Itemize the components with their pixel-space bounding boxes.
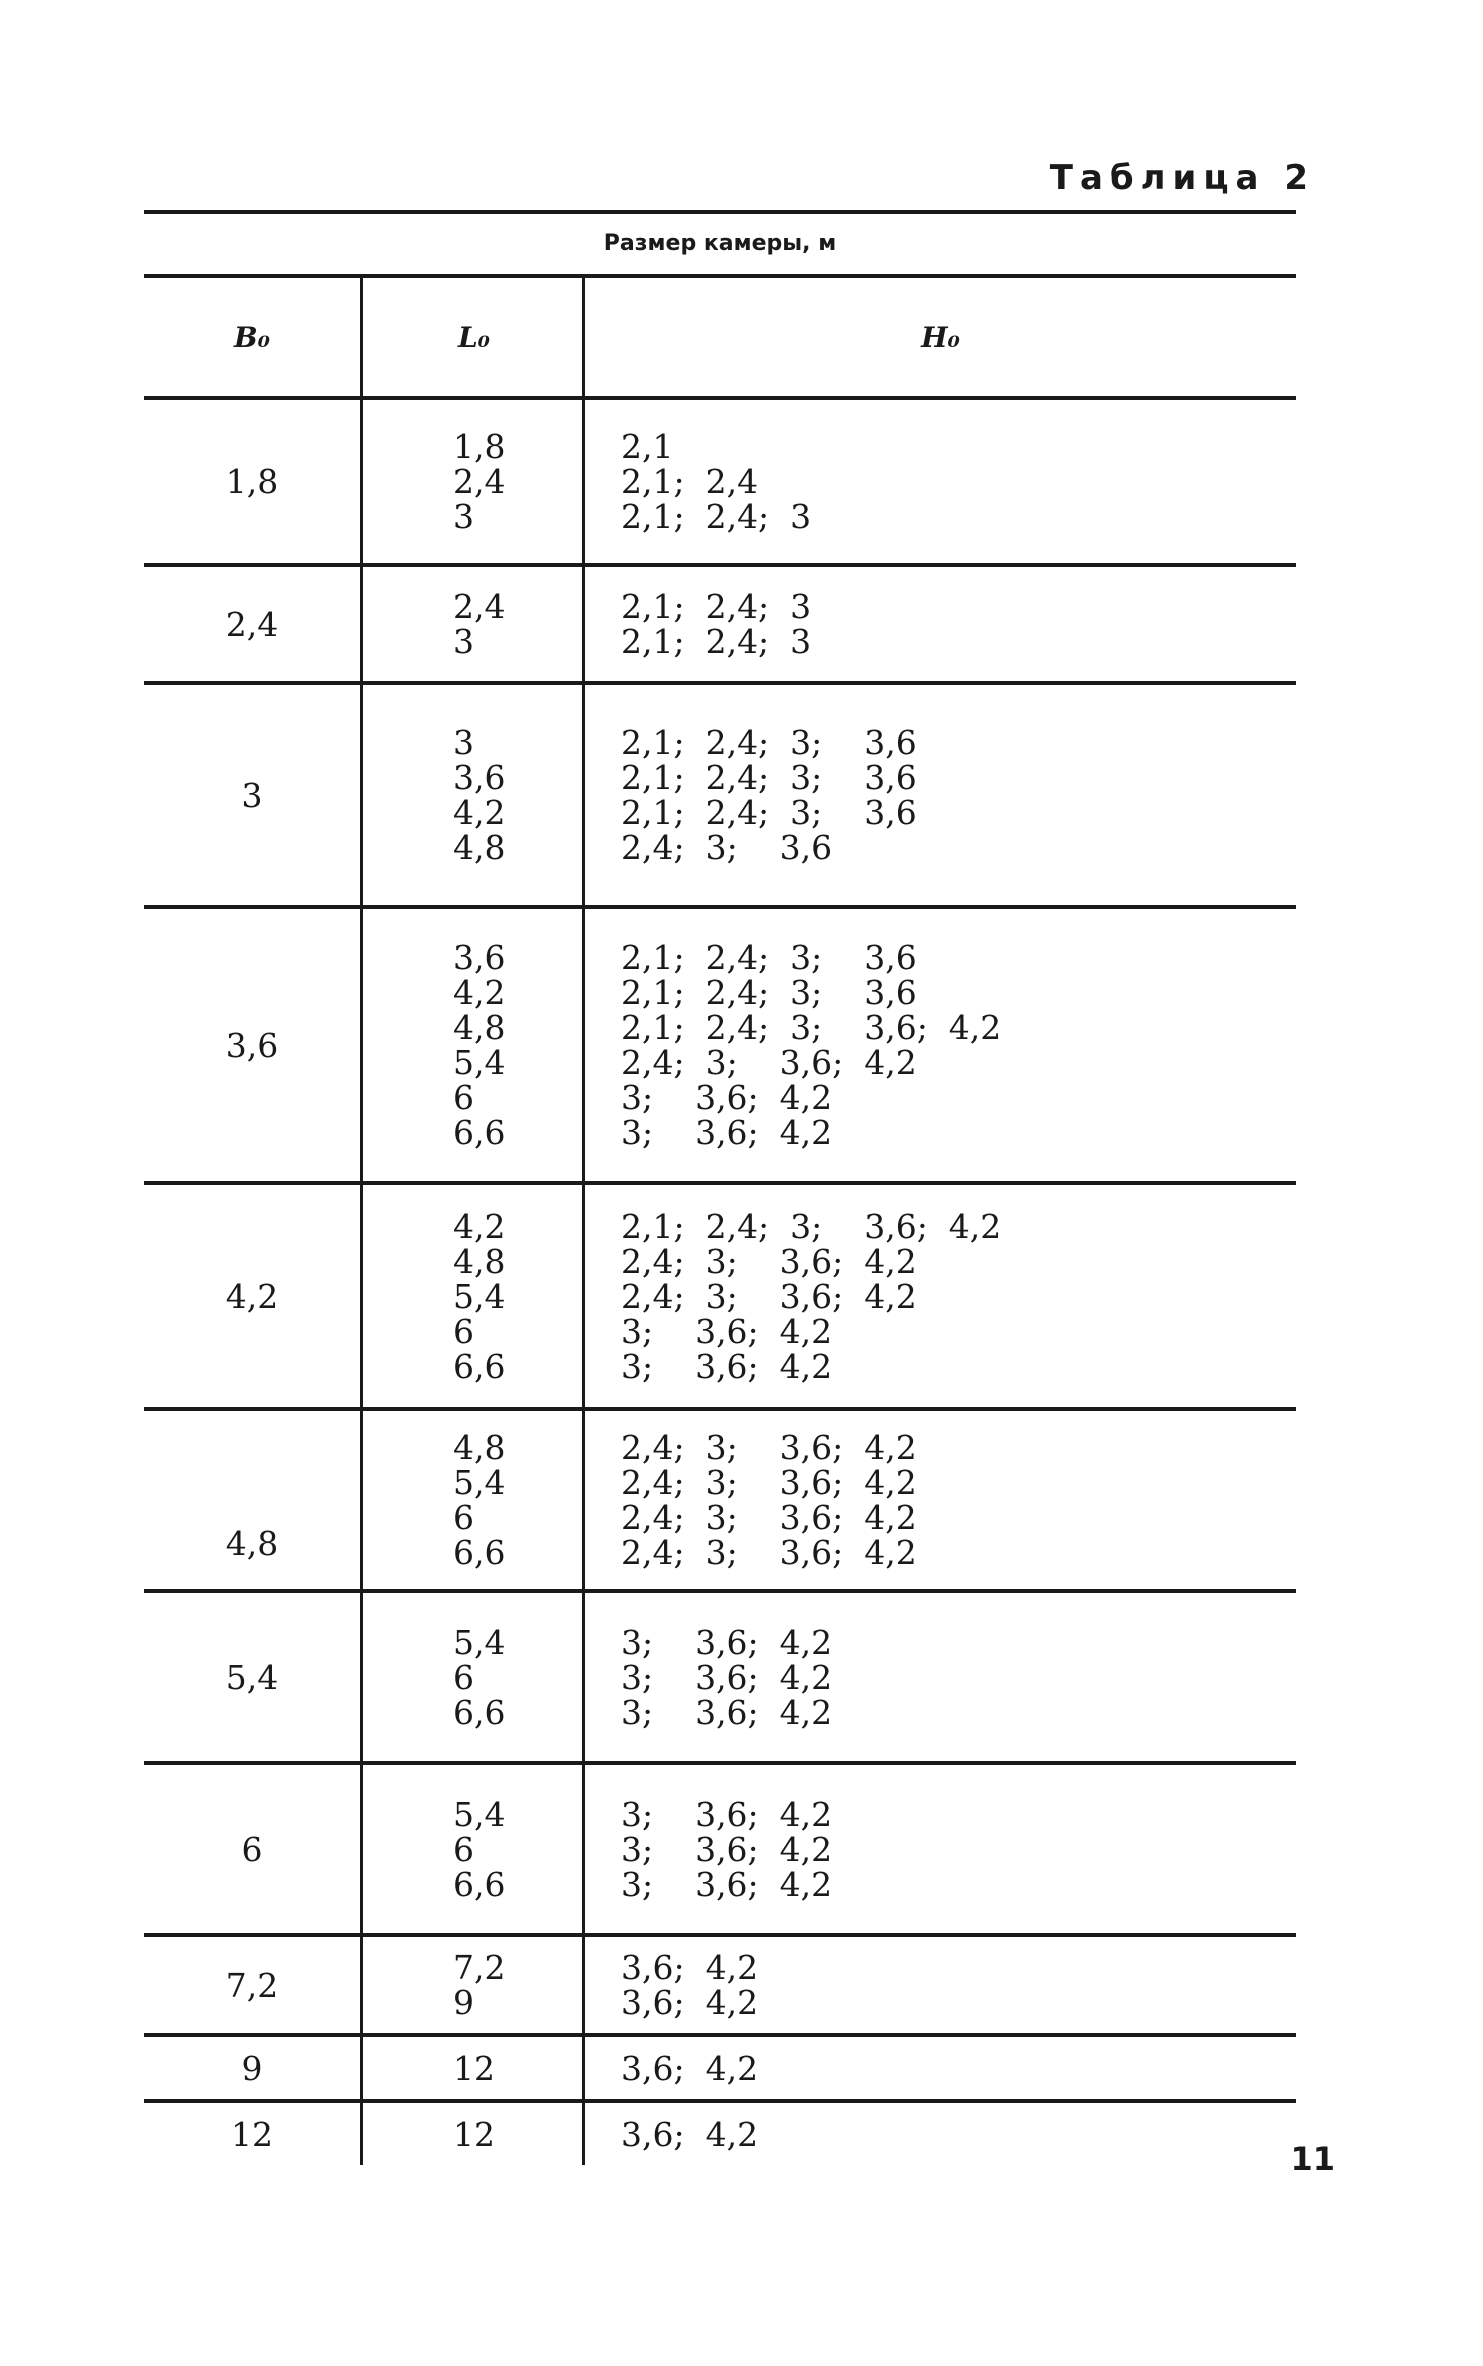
h-value: 2,1; 2,4; 3; 3,6 <box>621 758 917 797</box>
b-value: 1,8 <box>225 462 279 501</box>
l-value: 9 <box>453 1983 474 2022</box>
b-value: 7,2 <box>225 1965 279 2005</box>
camera-size-table <box>144 210 1296 2165</box>
h-value: 3; 3,6; 4,2 <box>621 1829 833 1869</box>
l-value: 5,4 <box>453 1794 506 1834</box>
l-value: 4,2 <box>453 793 506 832</box>
l-values <box>360 1411 582 1589</box>
h-values <box>582 1185 1296 1407</box>
table-row <box>144 1937 1296 2037</box>
l-value: 6 <box>453 1311 474 1351</box>
table-title: Таблица 2 <box>1049 158 1315 198</box>
l-value: 2,4 <box>453 462 506 501</box>
l-values <box>360 909 582 1181</box>
l-value: 1,8 <box>453 427 506 466</box>
l-value: 4,2 <box>453 1206 506 1246</box>
h-value: 2,1; 2,4; 3; 3,6 <box>621 973 917 1012</box>
b-value: 6 <box>241 1829 263 1869</box>
l-values <box>360 1185 582 1407</box>
h-values <box>582 909 1296 1181</box>
l-value: 2,4 <box>453 587 506 626</box>
h-values <box>582 1411 1296 1589</box>
table-row <box>144 909 1296 1185</box>
h-value: 2,4; 3; 3,6; 4,2 <box>621 1533 917 1572</box>
h-value: 2,4; 3; 3,6; 4,2 <box>621 1043 917 1082</box>
b-value: 5,4 <box>225 1657 279 1697</box>
l-value: 4,2 <box>453 973 506 1012</box>
h-value: 2,1; 2,4 <box>621 462 759 501</box>
header-b: B₀ <box>234 320 270 354</box>
h-value: 2,1; 2,4; 3 <box>621 587 812 626</box>
h-value: 2,1 <box>621 427 674 466</box>
h-value: 3; 3,6; 4,2 <box>621 1113 833 1152</box>
l-value: 3,6 <box>453 938 506 977</box>
h-value: 3; 3,6; 4,2 <box>621 1657 833 1697</box>
h-values <box>582 685 1296 905</box>
b-value: 3,6 <box>225 1025 279 1065</box>
b-value: 4,2 <box>225 1276 279 1316</box>
l-value: 3 <box>453 723 474 762</box>
h-values <box>582 567 1296 681</box>
l-value: 6,6 <box>453 1864 506 1904</box>
l-value: 5,4 <box>453 1622 506 1662</box>
h-value: 2,1; 2,4; 3; 3,6 <box>621 793 917 832</box>
l-value: 6,6 <box>453 1692 506 1732</box>
h-value: 2,4; 3; 3,6; 4,2 <box>621 1463 917 1502</box>
h-value: 3; 3,6; 4,2 <box>621 1346 833 1386</box>
h-value: 3; 3,6; 4,2 <box>621 1078 833 1117</box>
table-row <box>144 400 1296 567</box>
l-value: 3,6 <box>453 758 506 797</box>
header-l: L₀ <box>360 278 582 396</box>
l-value: 6,6 <box>453 1346 506 1386</box>
table-row <box>144 1593 1296 1765</box>
b-value: 9 <box>241 2048 263 2088</box>
header-h: H₀ <box>582 278 1296 396</box>
table-row <box>144 1185 1296 1411</box>
h-value: 3; 3,6; 4,2 <box>621 1692 833 1732</box>
h-value: 2,4; 3; 3,6; 4,2 <box>621 1498 917 1537</box>
table-caption: Размер камеры, м <box>144 214 1296 278</box>
h-value: 3,6; 4,2 <box>621 2048 759 2088</box>
l-value: 4,8 <box>453 1241 506 1281</box>
l-value: 6 <box>453 1078 474 1117</box>
h-value: 2,4; 3; 3,6 <box>621 828 833 867</box>
b-value: 4,8 <box>225 1524 279 1563</box>
h-value: 2,4; 3; 3,6; 4,2 <box>621 1276 917 1316</box>
h-values <box>582 1765 1296 1933</box>
l-value: 3 <box>453 622 474 661</box>
h-values <box>582 2037 1296 2099</box>
l-value: 7,2 <box>453 1948 506 1987</box>
h-value: 2,4; 3; 3,6; 4,2 <box>621 1428 917 1467</box>
table-header-row <box>144 278 1296 400</box>
l-values <box>360 567 582 681</box>
l-value: 6,6 <box>453 1113 506 1152</box>
h-value: 2,1; 2,4; 3 <box>621 497 812 536</box>
l-value: 4,8 <box>453 828 506 867</box>
l-values <box>360 1937 582 2033</box>
l-value: 6,6 <box>453 1533 506 1572</box>
table-row <box>144 685 1296 909</box>
h-value: 2,4; 3; 3,6; 4,2 <box>621 1241 917 1281</box>
l-value: 4,8 <box>453 1428 506 1467</box>
b-value: 2,4 <box>225 604 279 644</box>
h-value: 3,6; 4,2 <box>621 2114 759 2154</box>
h-value: 3,6; 4,2 <box>621 1983 759 2022</box>
b-value: 3 <box>241 775 263 815</box>
l-value: 5,4 <box>453 1043 506 1082</box>
h-values <box>582 1937 1296 2033</box>
b-value: 12 <box>231 2114 273 2154</box>
l-value: 12 <box>453 2114 495 2154</box>
table-row <box>144 1765 1296 1937</box>
h-value: 2,1; 2,4; 3; 3,6; 4,2 <box>621 1008 1002 1047</box>
h-value: 2,1; 2,4; 3 <box>621 622 812 661</box>
h-value: 3; 3,6; 4,2 <box>621 1864 833 1904</box>
l-value: 6 <box>453 1498 474 1537</box>
h-value: 2,1; 2,4; 3; 3,6 <box>621 938 917 977</box>
table-row <box>144 567 1296 685</box>
l-values <box>360 2103 582 2165</box>
h-value: 3; 3,6; 4,2 <box>621 1311 833 1351</box>
l-value: 5,4 <box>453 1276 506 1316</box>
h-values <box>582 2103 1296 2165</box>
h-value: 2,1; 2,4; 3; 3,6 <box>621 723 917 762</box>
l-values <box>360 2037 582 2099</box>
l-value: 6 <box>453 1657 474 1697</box>
l-value: 4,8 <box>453 1008 506 1047</box>
h-value: 3; 3,6; 4,2 <box>621 1622 833 1662</box>
table-row <box>144 1411 1296 1593</box>
l-values <box>360 685 582 905</box>
l-value: 6 <box>453 1829 474 1869</box>
l-values <box>360 1765 582 1933</box>
h-value: 3,6; 4,2 <box>621 1948 759 1987</box>
h-value: 3; 3,6; 4,2 <box>621 1794 833 1834</box>
l-value: 5,4 <box>453 1463 506 1502</box>
page-number: 11 <box>1290 2140 1335 2178</box>
l-values <box>360 1593 582 1761</box>
h-values <box>582 1593 1296 1761</box>
h-values <box>582 400 1296 563</box>
h-value: 2,1; 2,4; 3; 3,6; 4,2 <box>621 1206 1002 1246</box>
l-values <box>360 400 582 563</box>
l-value: 3 <box>453 497 474 536</box>
table-row <box>144 2103 1296 2165</box>
table-row <box>144 2037 1296 2103</box>
l-value: 12 <box>453 2048 495 2088</box>
